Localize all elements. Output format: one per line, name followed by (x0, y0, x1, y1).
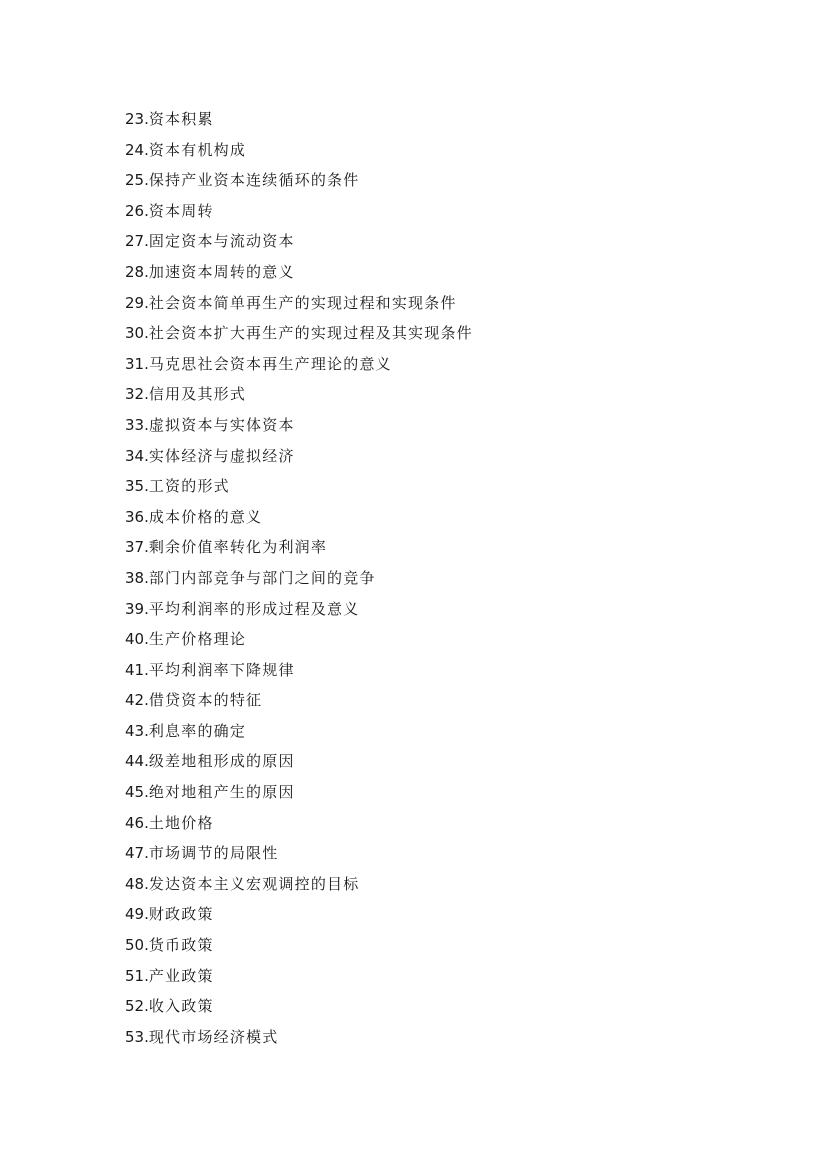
item-number: 30. (125, 324, 149, 343)
item-number: 31. (125, 354, 149, 373)
item-text: 市场调节的局限性 (148, 844, 279, 863)
item-text: 发达资本主义宏观调控的目标 (148, 874, 360, 893)
item-number: 34. (125, 446, 149, 465)
list-item (125, 563, 473, 594)
list-item (125, 961, 473, 992)
item-text: 部门内部竞争与部门之间的竞争 (148, 568, 376, 587)
item-number: 33. (125, 415, 149, 434)
item-number: 35. (125, 477, 149, 496)
item-number: 52. (125, 997, 149, 1016)
item-number: 37. (125, 538, 149, 557)
item-number: 36. (125, 507, 149, 526)
item-text: 资本周转 (148, 201, 214, 220)
item-text: 绝对地租产生的原因 (148, 783, 295, 802)
list-item (125, 746, 473, 777)
item-text: 社会资本扩大再生产的实现过程及其实现条件 (148, 324, 473, 343)
item-text: 信用及其形式 (148, 385, 247, 404)
item-text: 产业政策 (148, 966, 214, 985)
list-item (125, 716, 473, 747)
list-item (125, 502, 473, 533)
item-text: 剩余价值率转化为利润率 (148, 538, 328, 557)
item-number: 23. (125, 110, 149, 128)
item-text: 资本积累 (148, 110, 214, 128)
item-text: 固定资本与流动资本 (148, 232, 295, 251)
item-number: 43. (125, 721, 149, 740)
item-text: 借贷资本的特征 (148, 691, 263, 710)
item-text: 工资的形式 (148, 477, 230, 496)
item-text: 实体经济与虚拟经济 (148, 446, 295, 465)
item-text: 收入政策 (148, 997, 214, 1016)
item-number: 53. (125, 1027, 149, 1046)
list-item (125, 196, 473, 227)
item-number: 44. (125, 752, 149, 771)
list-item (125, 349, 473, 380)
list-item (125, 808, 473, 839)
item-number: 51. (125, 966, 149, 985)
item-text: 成本价格的意义 (148, 507, 263, 526)
item-text: 社会资本简单再生产的实现过程和实现条件 (148, 293, 457, 312)
list-item (125, 532, 473, 563)
list-item (125, 318, 473, 349)
item-text: 利息率的确定 (148, 721, 247, 740)
list-item (125, 930, 473, 961)
list-item (125, 379, 473, 410)
list-item (125, 288, 473, 319)
item-text: 土地价格 (148, 813, 214, 832)
item-number: 42. (125, 691, 149, 710)
item-text: 现代市场经济模式 (148, 1027, 279, 1046)
list-item (125, 991, 473, 1022)
list-item (125, 899, 473, 930)
item-number: 46. (125, 813, 149, 832)
item-text: 虚拟资本与实体资本 (148, 415, 295, 434)
item-number: 47. (125, 844, 149, 863)
item-number: 27. (125, 232, 149, 251)
list-item (125, 135, 473, 166)
item-number: 40. (125, 630, 149, 649)
item-text: 平均利润率下降规律 (148, 660, 295, 679)
list-item (125, 624, 473, 655)
list-item (125, 1022, 473, 1053)
list-item (125, 471, 473, 502)
list-item (125, 655, 473, 686)
item-text: 生产价格理论 (148, 630, 247, 649)
item-number: 26. (125, 201, 149, 220)
list-item (125, 410, 473, 441)
topic-list (125, 104, 473, 1052)
list-item (125, 165, 473, 196)
item-number: 48. (125, 874, 149, 893)
item-text: 货币政策 (148, 936, 214, 955)
item-number: 29. (125, 293, 149, 312)
item-number: 24. (125, 140, 149, 159)
item-number: 50. (125, 936, 149, 955)
list-item (125, 869, 473, 900)
item-number: 45. (125, 783, 149, 802)
list-item (125, 104, 473, 135)
item-text: 马克思社会资本再生产理论的意义 (148, 354, 392, 373)
item-number: 25. (125, 171, 149, 190)
item-number: 28. (125, 262, 149, 281)
item-number: 41. (125, 660, 149, 679)
item-text: 平均利润率的形成过程及意义 (148, 599, 360, 618)
list-item (125, 226, 473, 257)
list-item (125, 777, 473, 808)
item-text: 加速资本周转的意义 (148, 262, 295, 281)
item-text: 级差地租形成的原因 (148, 752, 295, 771)
item-number: 39. (125, 599, 149, 618)
item-text: 资本有机构成 (148, 140, 247, 159)
list-item (125, 838, 473, 869)
item-text: 保持产业资本连续循环的条件 (148, 171, 360, 190)
item-number: 38. (125, 568, 149, 587)
item-number: 32. (125, 385, 149, 404)
item-text: 财政政策 (148, 905, 214, 924)
list-item (125, 441, 473, 472)
list-item (125, 257, 473, 288)
list-item (125, 685, 473, 716)
item-number: 49. (125, 905, 149, 924)
list-item (125, 594, 473, 625)
